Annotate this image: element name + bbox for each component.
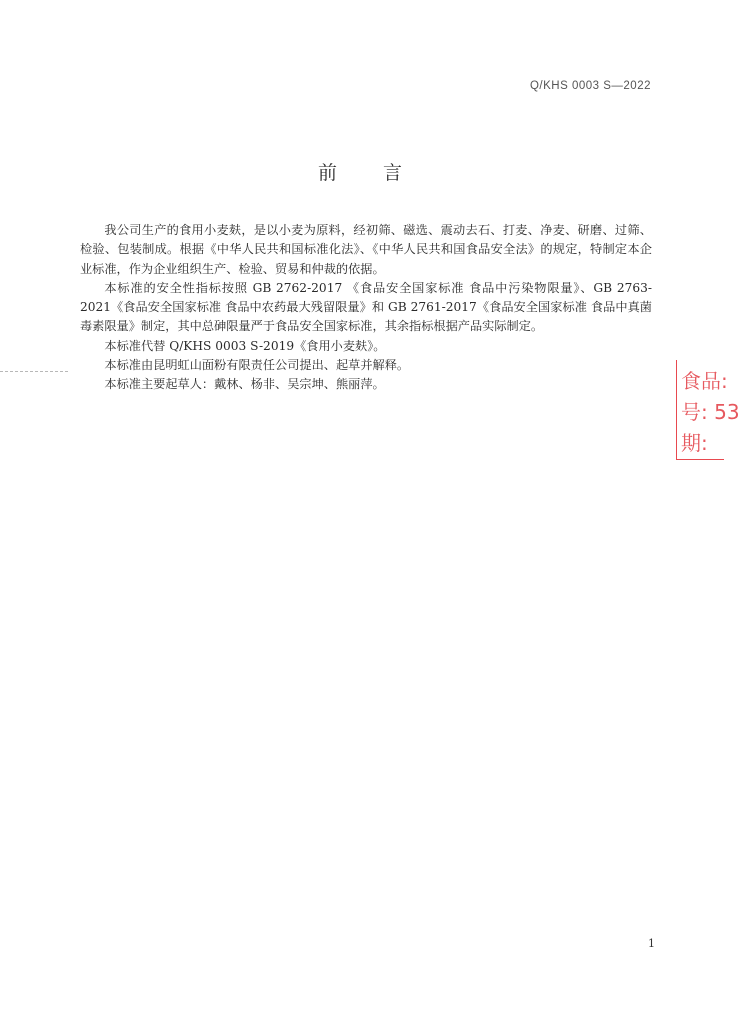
stamp-line: 期: (681, 431, 708, 455)
paragraph: 本标准由昆明虹山面粉有限责任公司提出、起草并解释。 (104, 358, 410, 373)
margin-mark (0, 371, 68, 373)
page-number: 1 (648, 937, 655, 950)
stamp-line: 号: 53 (681, 400, 740, 424)
paragraph: 本标准代替 Q/KHS 0003 S-2019《食用小麦麸》。 (104, 338, 386, 353)
filing-stamp (676, 360, 740, 460)
paragraph: 本标准主要起草人：戴林、杨非、吴宗坤、熊丽萍。 (104, 377, 385, 392)
stamp-line: 食品: (681, 369, 728, 393)
standard-code: Q/KHS 0003 S—2022 (529, 80, 651, 92)
paragraph: 本标准的安全性指标按照 GB 2762-2017 《食品安全国家标准 食品中污染物限量》、GB 2763-2021《食品安全国家标准 食品中农药最大残留限量》和 GB 2761-2017《食品安全国家标准 食品中真菌毒素限量》制定，其中总砷限量严于食品安全国家标准，其余指标根据产品实际制定。 (80, 280, 652, 334)
page-title: 前 言 (317, 162, 423, 184)
paragraph: 我公司生产的食用小麦麸，是以小麦为原料，经初筛、磁选、震动去石、打麦、净麦、研磨、过筛、检验、包装制成。根据《中华人民共和国标准化法》、《中华人民共和国食品安全法》的规定，特制定本企业标准，作为企业组织生产、检验、贸易和仲裁的依据。 (80, 223, 652, 276)
foreword-body (80, 221, 652, 395)
